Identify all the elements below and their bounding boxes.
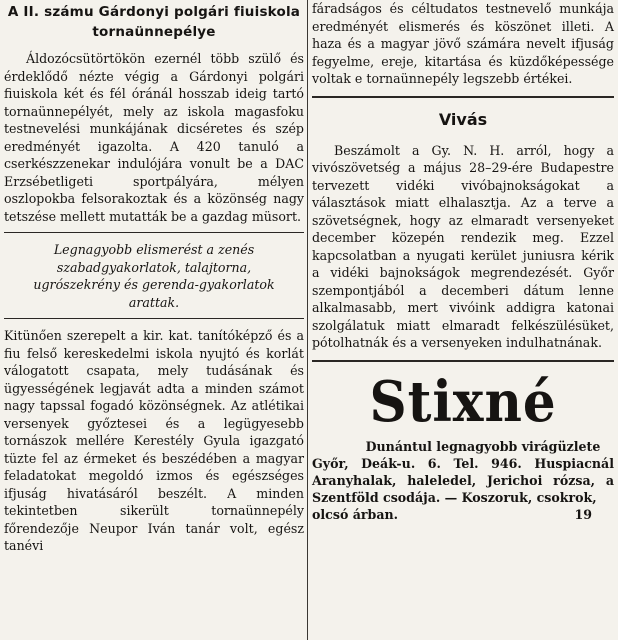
divider — [4, 232, 304, 233]
ad-footer — [312, 506, 614, 523]
article-callout: Legnagyobb elismerést a zenés szabadgyakorlatok, talajtorna, ugrószekrény és gerenda-gyakorlatok arattak. — [33, 242, 275, 310]
divider — [312, 360, 614, 362]
right-column — [312, 0, 614, 640]
ad-logo: Stixné — [369, 368, 557, 435]
article-paragraph: Áldozócsütörtökön ezernél több szülő és érdeklődő nézte végig a Gárdonyi polgári fiuiskola két és fél óránál hosszab ideig tartó tornaünnepélyét, mely az iskola magasfoku testnevelési munkájának dicséretes és szép eredményét igazolta. A 420 tanuló a cserkészzenekar indulójára vonult be a DAC Erzsébetligeti sportpályára, mélyen oszlopokba felsorakoztak és a közönség nagy tetszése mellett mutatták be a gazdag müsort. — [4, 51, 304, 224]
section-title: Vivás — [438, 109, 488, 129]
article-paragraph: Beszámolt a Gy. N. H. arról, hogy a vivószövetség a május 28–29-ére Budapestre tervezett vidéki vivóbajnokságokat a választások miatt elhalasztja. Az a terve a szövetségnek, hogy az elmaradt versenyeket december közepén rendezik meg. Ezzel kapcsolatban a nyugati kerület juniusra kérik a vidéki bajnokságok megrendezését. Győr szempontjából a decemberi dátum lenne alkalmasabb, mert vivóink addigra katonai szolgálatuk miatt elmaradt felkészülésüket, pótolhatnák és a versenyeken indulhatnának. — [312, 142, 614, 350]
article-title: A II. számu Gárdonyi polgári fiuiskola tornaünnepélye — [7, 4, 301, 40]
left-column — [4, 0, 304, 640]
divider — [312, 96, 614, 98]
article-paragraph: Kitünően szerepelt a kir. kat. tanítóképző és a fiu felső kereskedelmi iskola nyujtó és korlát válogatott csapata, mely tudásának és ügyességének legjavát adta a minden számot nagy tapssal fogadó közönségnek. Az atlétikai versenyek győztesei és a legügyesebb tornászok mellére Kerestély Gyula igazgató tüzte fel az érmeket és beszédében a magyar feladatokat megoldó izmos és egészséges ifjuság hivatásáról beszélt. A minden tekintetben sikerült tornaünnepély főrendezője Neupor Iván tanár volt, egész tanévi — [4, 328, 304, 553]
ad-last-line: olcsó árban. — [312, 506, 399, 522]
ad-body: Győr, Deák-u. 6. Tel. 946. Huspiacnál Aranyhalak, haleledel, Jerichoi rózsa, a Szentföld csodája. — Koszoruk, csokrok, — [312, 455, 614, 505]
page-number: 19 — [574, 506, 592, 522]
ad-headline: Dunántul legnagyobb virágüzlete — [365, 438, 601, 454]
divider — [4, 318, 304, 319]
article-continuation: fáradságos és céltudatos testnevelő munkája eredményét elismerés és köszönet illeti. A haza és a magyar jövő számára nevelt ifjuság fegyelme, ereje, kitartása és küzdőképessége voltak e tornaünnepély legszebb értékei. — [312, 1, 614, 86]
column-divider — [307, 0, 308, 640]
advertisement — [312, 368, 614, 523]
